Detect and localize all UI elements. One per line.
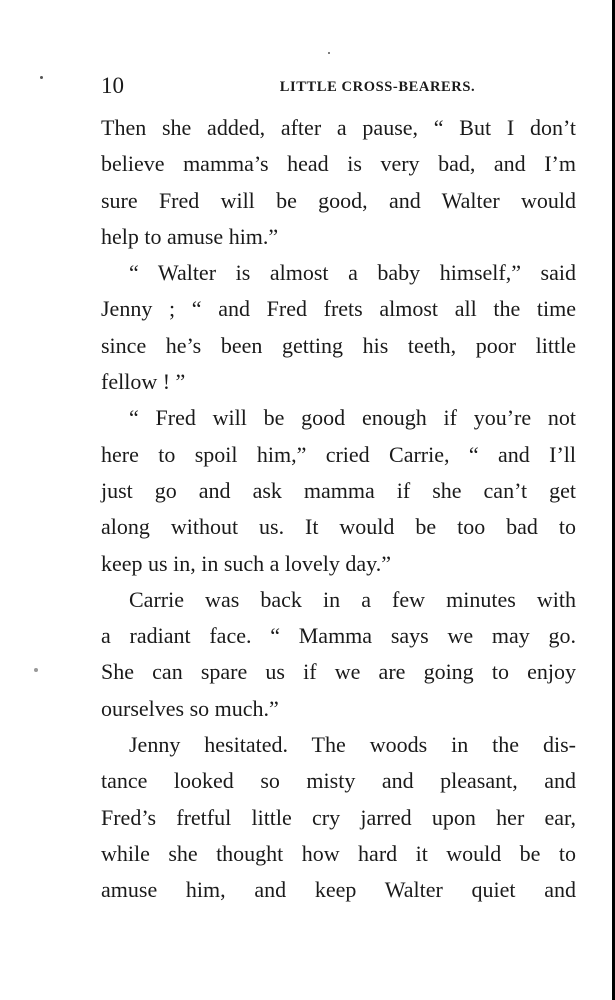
text-line: keep us in, in such a lovely day.” bbox=[101, 550, 391, 576]
text-line: since he’s been getting his teeth, poor little bbox=[101, 332, 576, 358]
text-line: Jenny hesitated. The woods in the dis- bbox=[129, 732, 576, 758]
text-line: just go and ask mamma if she can’t get bbox=[101, 477, 576, 503]
page-number: 10 bbox=[101, 73, 124, 98]
text-line: a radiant face. “ Mamma says we may go. bbox=[101, 623, 576, 649]
print-speck bbox=[328, 52, 330, 54]
text-line: “ Fred will be good enough if you’re not bbox=[129, 405, 576, 431]
text-line: She can spare us if we are going to enjoy bbox=[101, 659, 576, 685]
text-line: Then she added, after a pause, “ But I don’t bbox=[101, 115, 576, 140]
text-line: here to spoil him,” cried Carrie, “ and I’ll bbox=[101, 441, 576, 467]
text-line: while she thought how hard it would be to bbox=[101, 840, 576, 866]
text-line: sure Fred will be good, and Walter would bbox=[101, 187, 576, 213]
text-line: along without us. It would be too bad to bbox=[101, 514, 576, 540]
text-line: Carrie was back in a few minutes with bbox=[129, 586, 576, 612]
text-line: Fred’s fretful little cry jarred upon her ear, bbox=[101, 804, 576, 830]
print-speck bbox=[34, 668, 38, 672]
body-text bbox=[101, 110, 576, 909]
text-line: amuse him, and keep Walter quiet and bbox=[101, 877, 576, 903]
text-line: ourselves so much.” bbox=[101, 695, 279, 721]
text-line: help to amuse him.” bbox=[101, 223, 279, 249]
text-line: Jenny ; “ and Fred frets almost all the time bbox=[101, 296, 576, 322]
text-line: fellow ! ” bbox=[101, 369, 186, 395]
text-line: tance looked so misty and pleasant, and bbox=[101, 768, 576, 794]
running-header bbox=[101, 72, 576, 100]
print-speck bbox=[40, 76, 43, 79]
text-line: believe mamma’s head is very bad, and I’m bbox=[101, 151, 576, 177]
text-line: “ Walter is almost a baby himself,” said bbox=[129, 260, 576, 286]
running-head-title: LITTLE CROSS-BEARERS. bbox=[279, 79, 476, 95]
